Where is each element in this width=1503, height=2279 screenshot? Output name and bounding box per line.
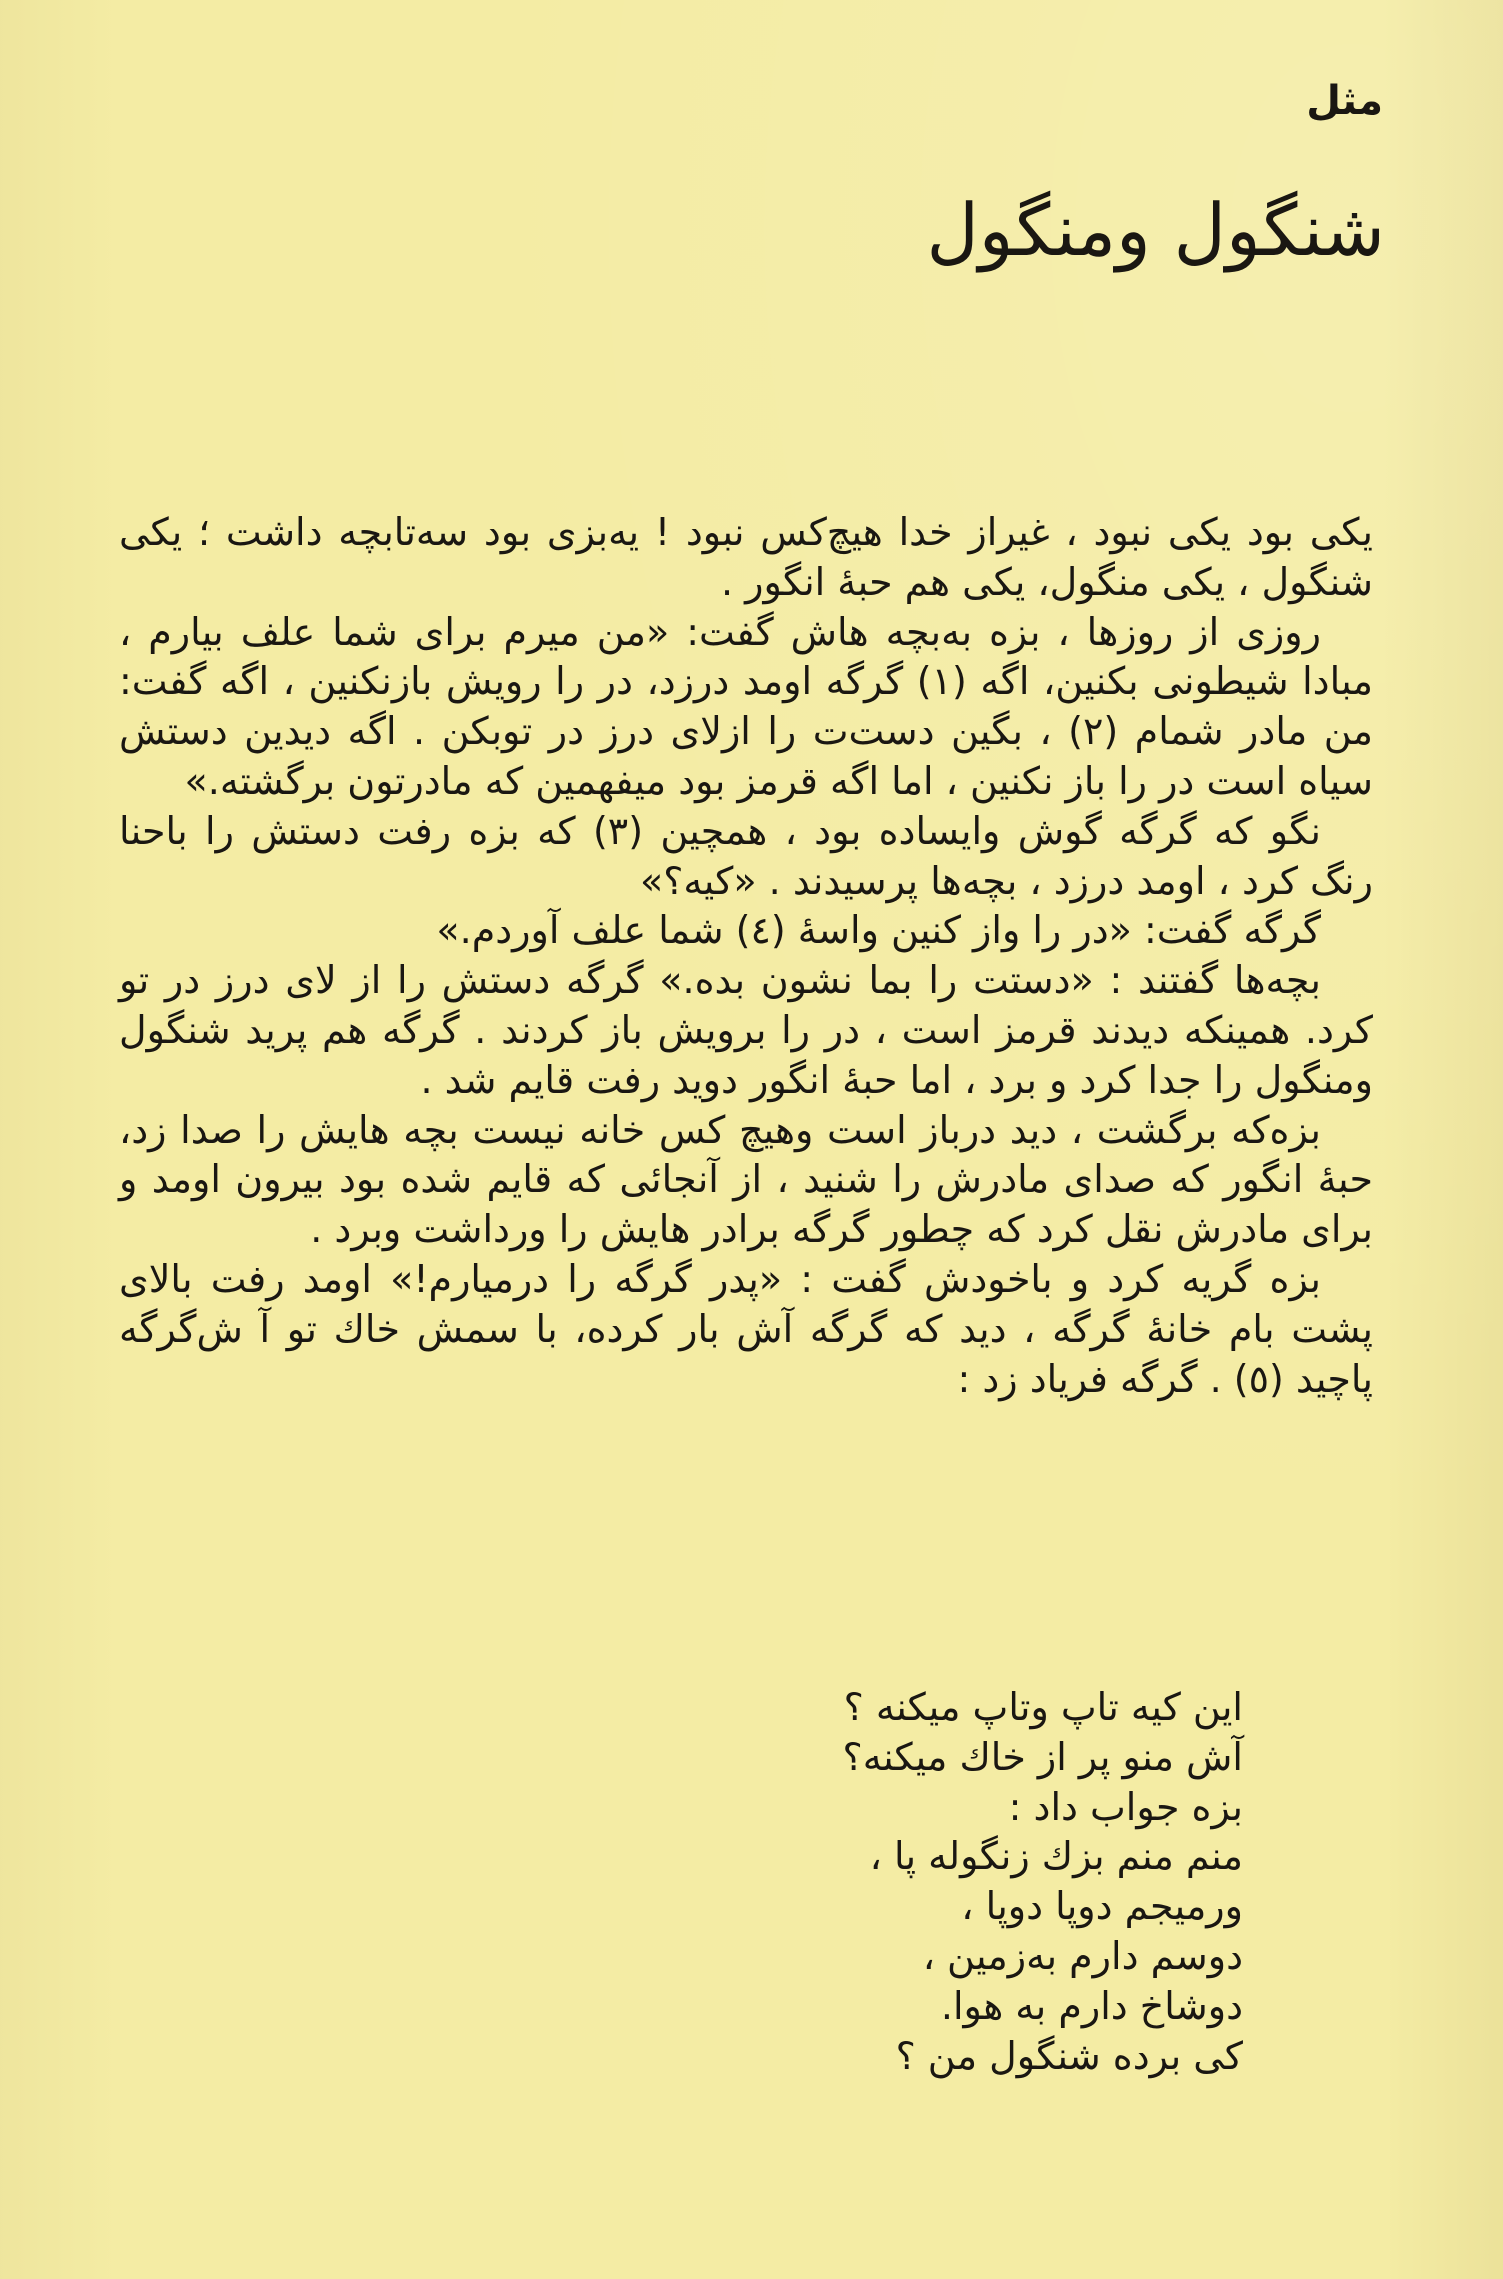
verse-line: بزه جواب داد : <box>1008 1784 1243 1829</box>
paragraph: بزه گریه کرد و باخودش گفت : «پدر گرگه را درمیارم!» اومد رفت بالای پشت بام خانهٔ گرگه ، دید که گرگه آش بار کرده، با سمش خاك تو آ ش‌گرگه پاچید (٥) . گرگه فریاد زد : <box>119 1256 1373 1401</box>
paragraph: بچه‌ها گفتند : «دستت را بما نشون بده.» گرگه دستش را از لای درز در تو کرد. همینکه دیدند قرمز است ، در را برویش باز کردند . گرگه هم پرید شنگول ومنگول را جدا کرد و برد ، اما حبهٔ انگور دوید رفت قایم شد . <box>119 958 1373 1102</box>
verse-line: منم منم بزك زنگوله پا ، <box>869 1834 1243 1879</box>
verse-line: ورمیجم دوپا دوپا ، <box>961 1884 1243 1929</box>
verse-line: کی برده شنگول من ؟ <box>895 2033 1243 2078</box>
paragraph: نگو که گرگه گوش وایساده بود ، همچین (۳) که بزه رفت دستش را باحنا رنگ کرد ، اومد درزد ، بچه‌ها پرسیدند . «کیه؟» <box>119 808 1373 903</box>
verse-line: آش منو پر از خاك میکنه؟ <box>842 1734 1243 1779</box>
verse-line: دوسم دارم به‌زمین ، <box>922 1933 1243 1978</box>
story-body <box>119 508 1373 1404</box>
verse-line: این کیه تاپ وتاپ میکنه ؟ <box>843 1685 1243 1729</box>
verse-line: دوشاخ دارم به هوا. <box>940 1983 1243 2028</box>
paragraph: گرگه گفت: «در را واز کنین واسهٔ (٤) شما علف آوردم.» <box>436 908 1321 953</box>
paragraph: یکی بود یکی نبود ، غیراز خدا هیچ‌کس نبود ! یه‌بزی بود سه‌تابچه داشت ؛ یکی شنگول ، یکی منگول، یکی هم حبهٔ انگور . <box>119 510 1373 604</box>
verse-block <box>683 1683 1243 2081</box>
paragraph: بزه‌که برگشت ، دید درباز است وهیچ کس خانه نیست بچه هایش را صدا زد، حبهٔ انگور که صدای مادرش را شنید ، از آنجائی که قایم شده بود بیرون اومد و برای مادرش نقل کرد که چطور گرگه برادر هایش را ورداشت وبرد . <box>119 1107 1373 1252</box>
section-label: مثل <box>1306 78 1383 124</box>
paragraph: روزی از روزها ، بزه به‌بچه هاش گفت: «من میرم برای شما علف بیارم ، مبادا شیطونی بکنین، اگه (۱) گرگه اومد درزد، در را رویش بازنکنین ، اگه گفت: من مادر شمام (۲) ، بگین دست‌ت را ازلای درز در توبکن . اگه دیدین دستش سیاه است در را باز نکنین ، اما اگه قرمز بود میفهمین که مادرتون برگشته.» <box>119 609 1373 803</box>
story-title: شنگول ومنگول <box>926 188 1385 272</box>
